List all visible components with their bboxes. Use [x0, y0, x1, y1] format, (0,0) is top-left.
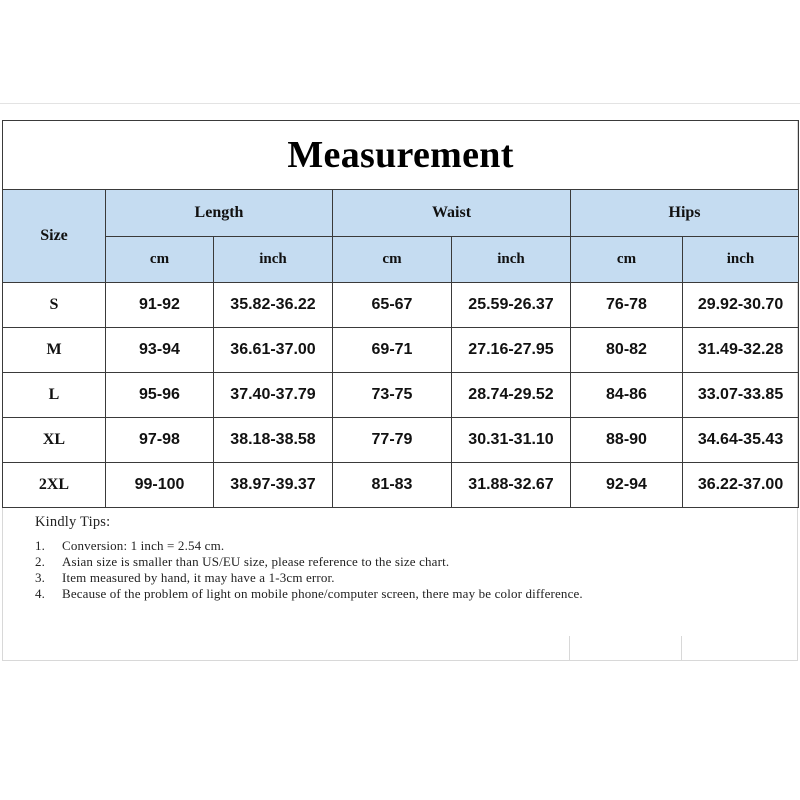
waist-cm-cell: 65-67 — [333, 283, 452, 328]
hips-inch-cell: 36.22-37.00 — [683, 463, 799, 508]
length-cm-cell: 95-96 — [106, 373, 214, 418]
length-cm-cell: 97-98 — [106, 418, 214, 463]
tip-item — [35, 554, 775, 570]
tip-number: 1. — [35, 538, 46, 553]
length-inch-cell: 35.82-36.22 — [214, 283, 333, 328]
tip-number: 2. — [35, 554, 46, 569]
size-cell: XL — [3, 418, 106, 463]
length-cm-header: cm — [106, 237, 214, 283]
grid-stub-line — [569, 636, 570, 661]
tip-number: 3. — [35, 570, 46, 585]
length-inch-cell: 38.18-38.58 — [214, 418, 333, 463]
waist-group-header: Waist — [333, 190, 571, 237]
hips-cm-header: cm — [571, 237, 683, 283]
tip-text: Asian size is smaller than US/EU size, please reference to the size chart. — [62, 554, 450, 569]
size-cell: L — [3, 373, 106, 418]
hips-inch-cell: 31.49-32.28 — [683, 328, 799, 373]
waist-inch-cell: 30.31-31.10 — [452, 418, 571, 463]
size-cell: 2XL — [3, 463, 106, 508]
waist-inch-cell: 25.59-26.37 — [452, 283, 571, 328]
size-column-header: Size — [3, 190, 106, 283]
tips-list — [35, 538, 775, 602]
table-row — [3, 328, 799, 373]
length-group-header: Length — [106, 190, 333, 237]
hips-cm-cell: 80-82 — [571, 328, 683, 373]
waist-inch-cell: 31.88-32.67 — [452, 463, 571, 508]
size-cell: M — [3, 328, 106, 373]
hips-cm-cell: 84-86 — [571, 373, 683, 418]
top-divider — [0, 103, 800, 104]
hips-inch-cell: 34.64-35.43 — [683, 418, 799, 463]
table-row — [3, 283, 799, 328]
length-cm-cell: 93-94 — [106, 328, 214, 373]
length-cm-cell: 99-100 — [106, 463, 214, 508]
tip-item — [35, 538, 775, 554]
waist-cm-header: cm — [333, 237, 452, 283]
length-inch-cell: 37.40-37.79 — [214, 373, 333, 418]
kindly-tips — [35, 514, 775, 602]
length-inch-header: inch — [214, 237, 333, 283]
waist-cm-cell: 69-71 — [333, 328, 452, 373]
tips-heading: Kindly Tips: — [35, 514, 111, 530]
grid-stub-line — [681, 636, 682, 661]
waist-inch-header: inch — [452, 237, 571, 283]
page-title: Measurement — [3, 121, 799, 190]
length-cm-cell: 91-92 — [106, 283, 214, 328]
waist-cm-cell: 73-75 — [333, 373, 452, 418]
tip-number: 4. — [35, 586, 46, 601]
table-row — [3, 463, 799, 508]
hips-group-header: Hips — [571, 190, 799, 237]
size-chart-table — [2, 120, 799, 508]
hips-inch-header: inch — [683, 237, 799, 283]
table-row — [3, 373, 799, 418]
tip-text: Because of the problem of light on mobile phone/computer screen, there may be color difference. — [62, 586, 583, 601]
length-inch-cell: 38.97-39.37 — [214, 463, 333, 508]
tip-text: Conversion: 1 inch = 2.54 cm. — [62, 538, 225, 553]
length-inch-cell: 36.61-37.00 — [214, 328, 333, 373]
hips-cm-cell: 88-90 — [571, 418, 683, 463]
tip-text: Item measured by hand, it may have a 1-3cm error. — [62, 570, 335, 585]
waist-cm-cell: 81-83 — [333, 463, 452, 508]
waist-cm-cell: 77-79 — [333, 418, 452, 463]
size-cell: S — [3, 283, 106, 328]
waist-inch-cell: 27.16-27.95 — [452, 328, 571, 373]
hips-inch-cell: 33.07-33.85 — [683, 373, 799, 418]
waist-inch-cell: 28.74-29.52 — [452, 373, 571, 418]
tip-item — [35, 586, 775, 602]
hips-cm-cell: 76-78 — [571, 283, 683, 328]
hips-cm-cell: 92-94 — [571, 463, 683, 508]
table-row — [3, 418, 799, 463]
hips-inch-cell: 29.92-30.70 — [683, 283, 799, 328]
tip-item — [35, 570, 775, 586]
